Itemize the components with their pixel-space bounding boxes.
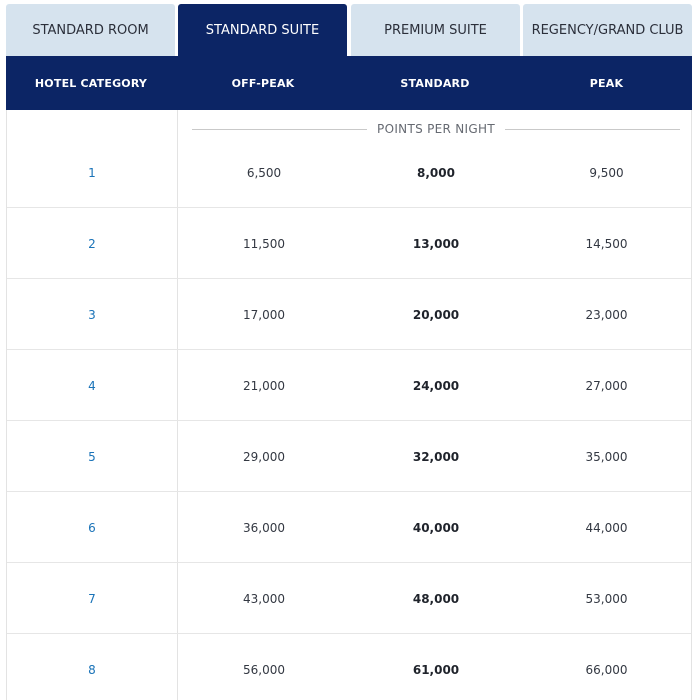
points-per-night-text: POINTS PER NIGHT: [377, 122, 495, 136]
standard-value: 13,000: [412, 236, 460, 251]
category-link[interactable]: 2: [88, 236, 96, 251]
table-header: [6, 56, 692, 110]
standard-value: 32,000: [412, 449, 460, 464]
tab-premium-suite[interactable]: PREMIUM SUITE: [351, 4, 520, 56]
off-peak-value: 29,000: [243, 449, 285, 464]
category-link[interactable]: 3: [88, 307, 96, 322]
peak-value: 66,000: [585, 662, 628, 677]
table-row: [7, 137, 691, 208]
off-peak-value: 6,500: [246, 165, 282, 180]
table-row: [7, 634, 691, 700]
peak-value: 9,500: [589, 165, 624, 180]
standard-value: 8,000: [417, 165, 455, 180]
off-peak-value: 21,000: [243, 378, 285, 393]
peak-value: 35,000: [585, 449, 628, 464]
off-peak-value: 56,000: [243, 662, 285, 677]
points-per-night-label: [192, 122, 680, 136]
standard-value: 40,000: [412, 520, 460, 535]
category-link[interactable]: 4: [88, 378, 96, 393]
room-type-tabs: [6, 4, 692, 56]
off-peak-value: 11,500: [243, 236, 285, 251]
category-link[interactable]: 8: [88, 662, 96, 677]
peak-value: 23,000: [585, 307, 628, 322]
table-row: [7, 208, 691, 279]
header-peak: PEAK: [589, 76, 624, 90]
peak-value: 14,500: [585, 236, 628, 251]
category-link[interactable]: 1: [88, 165, 96, 180]
category-link[interactable]: 5: [88, 449, 96, 464]
table-body: [6, 110, 692, 700]
table-row: [7, 279, 691, 350]
header-standard: STANDARD: [400, 76, 470, 90]
off-peak-value: 43,000: [243, 591, 285, 606]
peak-value: 27,000: [585, 378, 628, 393]
table-row: [7, 421, 691, 492]
standard-value: 24,000: [412, 378, 460, 393]
tab-standard-room[interactable]: STANDARD ROOM: [6, 4, 175, 56]
table-row: [7, 492, 691, 563]
table-row: [7, 350, 691, 421]
category-link[interactable]: 7: [88, 591, 96, 606]
off-peak-value: 17,000: [243, 307, 285, 322]
table-row: [7, 563, 691, 634]
header-hotel-category: HOTEL CATEGORY: [34, 76, 148, 90]
standard-value: 48,000: [412, 591, 460, 606]
category-link[interactable]: 6: [88, 520, 96, 535]
peak-value: 53,000: [585, 591, 628, 606]
header-off-peak: OFF-PEAK: [231, 76, 295, 90]
tab-standard-suite[interactable]: STANDARD SUITE: [178, 4, 347, 56]
peak-value: 44,000: [585, 520, 628, 535]
tab-regency-grand-club[interactable]: REGENCY/GRAND CLUB: [523, 4, 692, 56]
off-peak-value: 36,000: [243, 520, 285, 535]
standard-value: 20,000: [412, 307, 460, 322]
standard-value: 61,000: [412, 662, 460, 677]
